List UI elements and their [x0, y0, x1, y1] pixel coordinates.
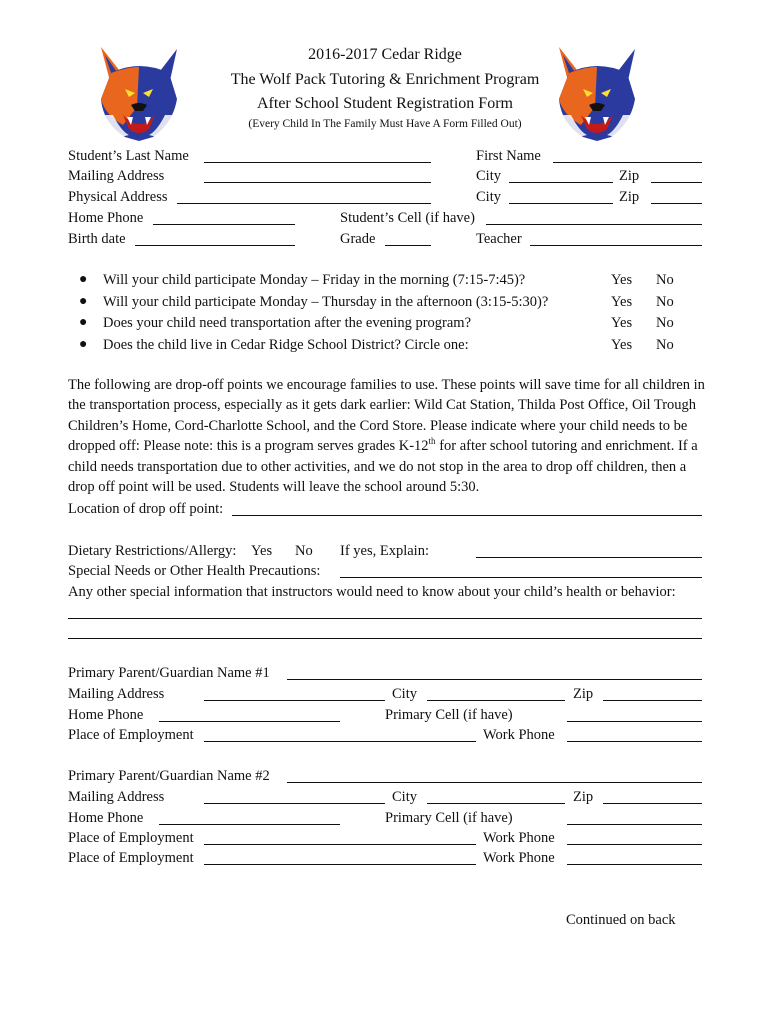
guardian2-work-phone2-label: Work Phone — [483, 850, 555, 866]
other-info-label: Any other special information that instructors would need to know about your child’s health or behavior: — [68, 584, 676, 600]
header-note: (Every Child In The Family Must Have A Form Filled Out) — [248, 118, 522, 130]
bullet-icon: ● — [79, 272, 88, 287]
guardian1-work-phone-field[interactable] — [567, 741, 702, 742]
guardian2-work-phone-label: Work Phone — [483, 830, 555, 846]
bullet-icon: ● — [79, 294, 88, 309]
student-physical-zip-label: Zip — [619, 189, 640, 205]
student-mailing-zip-label: Zip — [619, 168, 640, 184]
guardian1-city-label: City — [392, 686, 417, 702]
guardian1-name-label: Primary Parent/Guardian Name #1 — [68, 665, 270, 681]
other-info-field-2[interactable] — [68, 638, 702, 639]
student-teacher-label: Teacher — [476, 231, 522, 247]
student-last-name-label: Student’s Last Name — [68, 148, 189, 164]
student-cell-label: Student’s Cell (if have) — [340, 210, 475, 226]
student-physical-zip-field[interactable] — [651, 203, 702, 204]
dietary-explain-field[interactable] — [476, 557, 702, 558]
dropoff-superscript: th — [428, 436, 436, 447]
question-yes-option[interactable]: Yes — [611, 315, 633, 331]
dropoff-text-a: The following are drop-off points we encourage families to use. These points will save time for all children in the transportation process, especially as it gets dark earlier: Wild Cat Station, Thilda Post Office, Oil Trough Children’s Home, Cord-Charlotte School, and the Cord Store. Please indicate where your child needs to be dropped off: Please note: this is a program serves grades K-12 — [68, 377, 705, 455]
special-needs-label: Special Needs or Other Health Precautions: — [68, 563, 321, 579]
student-cell-field[interactable] — [486, 224, 702, 225]
guardian2-mailing-field[interactable] — [204, 803, 385, 804]
guardian2-home-phone-label: Home Phone — [68, 810, 144, 826]
guardian1-zip-label: Zip — [573, 686, 594, 702]
student-physical-city-label: City — [476, 189, 501, 205]
guardian1-employment-field[interactable] — [204, 741, 476, 742]
student-home-phone-field[interactable] — [153, 224, 295, 225]
question-text: Will your child participate Monday – Thursday in the afternoon (3:15-5:30)? — [103, 294, 549, 310]
guardian2-name-label: Primary Parent/Guardian Name #2 — [68, 768, 270, 784]
guardian2-employment-field[interactable] — [204, 844, 476, 845]
student-physical-field[interactable] — [177, 203, 431, 204]
student-last-name-field[interactable] — [204, 162, 431, 163]
student-home-phone-label: Home Phone — [68, 210, 144, 226]
question-yes-option[interactable]: Yes — [611, 294, 633, 310]
student-birth-date-label: Birth date — [68, 231, 126, 247]
guardian2-name-field[interactable] — [287, 782, 702, 783]
dietary-yes-option[interactable]: Yes — [251, 543, 273, 559]
guardian2-home-phone-field[interactable] — [159, 824, 340, 825]
guardian2-employment-label: Place of Employment — [68, 830, 194, 846]
question-text: Will your child participate Monday – Friday in the morning (7:15-7:45)? — [103, 272, 526, 288]
bullet-icon: ● — [79, 315, 88, 330]
dropoff-location-field[interactable] — [232, 515, 702, 516]
guardian2-city-field[interactable] — [427, 803, 565, 804]
guardian2-employment2-label: Place of Employment — [68, 850, 194, 866]
question-yes-option[interactable]: Yes — [611, 272, 633, 288]
dropoff-paragraph — [68, 375, 708, 497]
guardian2-work-phone-field[interactable] — [567, 844, 702, 845]
special-needs-field[interactable] — [340, 577, 702, 578]
question-text: Does your child need transportation after the evening program? — [103, 315, 472, 331]
dietary-explain-label: If yes, Explain: — [340, 543, 429, 559]
guardian1-primary-cell-label: Primary Cell (if have) — [385, 707, 513, 723]
guardian1-home-phone-field[interactable] — [159, 721, 340, 722]
guardian2-mailing-label: Mailing Address — [68, 789, 165, 805]
question-no-option[interactable]: No — [656, 272, 674, 288]
header-line-1: 2016-2017 Cedar Ridge — [308, 46, 462, 63]
header-line-3: After School Student Registration Form — [257, 95, 513, 112]
guardian2-primary-cell-label: Primary Cell (if have) — [385, 810, 513, 826]
guardian2-city-label: City — [392, 789, 417, 805]
question-text: Does the child live in Cedar Ridge School District? Circle one: — [103, 337, 469, 353]
student-mailing-city-field[interactable] — [509, 182, 613, 183]
question-no-option[interactable]: No — [656, 315, 674, 331]
guardian1-city-field[interactable] — [427, 700, 565, 701]
guardian1-mailing-field[interactable] — [204, 700, 385, 701]
other-info-field-1[interactable] — [68, 618, 702, 619]
dropoff-location-label: Location of drop off point: — [68, 501, 224, 517]
guardian2-zip-field[interactable] — [603, 803, 702, 804]
guardian1-home-phone-label: Home Phone — [68, 707, 144, 723]
guardian2-primary-cell-field[interactable] — [567, 824, 702, 825]
question-no-option[interactable]: No — [656, 294, 674, 310]
guardian1-primary-cell-field[interactable] — [567, 721, 702, 722]
student-first-name-label: First Name — [476, 148, 541, 164]
student-physical-city-field[interactable] — [509, 203, 613, 204]
student-mailing-label: Mailing Address — [68, 168, 165, 184]
guardian1-zip-field[interactable] — [603, 700, 702, 701]
student-physical-label: Physical Address — [68, 189, 168, 205]
student-first-name-field[interactable] — [553, 162, 702, 163]
student-mailing-city-label: City — [476, 168, 501, 184]
dietary-no-option[interactable]: No — [295, 543, 313, 559]
continued-on-back: Continued on back — [566, 912, 676, 928]
header-line-2: The Wolf Pack Tutoring & Enrichment Program — [230, 71, 540, 88]
guardian2-work-phone2-field[interactable] — [567, 864, 702, 865]
guardian2-employment2-field[interactable] — [204, 864, 476, 865]
student-teacher-field[interactable] — [530, 245, 702, 246]
student-grade-field[interactable] — [385, 245, 431, 246]
dropoff-text-b: for after school tutoring and enrichment. If a child needs transportation due to other activities, and we do not stop in the area to drop off children, then a drop off point will be used. Students will leave the school around 5:30. — [68, 438, 698, 496]
student-grade-label: Grade — [340, 231, 376, 247]
guardian1-mailing-label: Mailing Address — [68, 686, 165, 702]
question-no-option[interactable]: No — [656, 337, 674, 353]
guardian2-zip-label: Zip — [573, 789, 594, 805]
guardian1-employment-label: Place of Employment — [68, 727, 194, 743]
guardian1-name-field[interactable] — [287, 679, 702, 680]
bullet-icon: ● — [79, 337, 88, 352]
student-mailing-field[interactable] — [204, 182, 431, 183]
student-mailing-zip-field[interactable] — [651, 182, 702, 183]
question-yes-option[interactable]: Yes — [611, 337, 633, 353]
guardian1-work-phone-label: Work Phone — [483, 727, 555, 743]
student-birth-date-field[interactable] — [135, 245, 295, 246]
dietary-label: Dietary Restrictions/Allergy: — [68, 543, 237, 559]
